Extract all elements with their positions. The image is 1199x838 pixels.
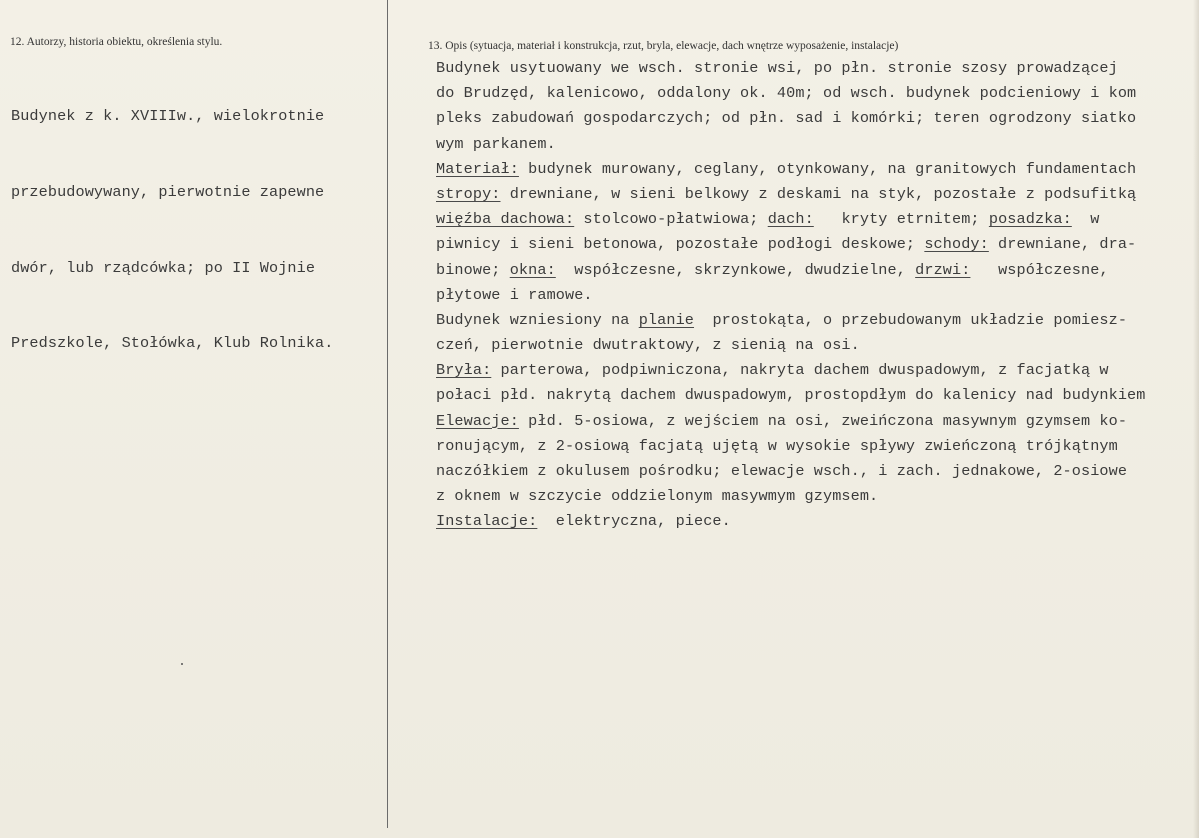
history-column xyxy=(0,0,387,838)
history-field-label: 12. Autorzy, historia obiektu, określenia stylu. xyxy=(10,36,223,48)
section-heading: Materiał: xyxy=(436,159,519,178)
description-line xyxy=(436,484,1145,509)
column-divider xyxy=(387,0,388,828)
history-line: przebudowywany, pierwotnie zapewne xyxy=(11,183,325,201)
description-line xyxy=(436,434,1145,459)
section-heading: posadzka: xyxy=(988,210,1072,229)
description-line xyxy=(436,207,1145,232)
description-line xyxy=(436,283,1145,308)
section-heading: okna: xyxy=(509,260,556,279)
section-heading: drzwi: xyxy=(915,260,971,279)
description-fragment: połaci płd. nakrytą dachem dwuspadowym, prostopdłym do kalenicy nad budynkiem xyxy=(436,386,1146,405)
description-fragment: Budynek usytuowany we wsch. stronie wsi, po płn. stronie szosy prowadzącej xyxy=(436,59,1118,77)
description-fragment: prostokąta, o przebudowanym układzie pomiesz- xyxy=(694,310,1128,329)
description-text xyxy=(436,56,1145,535)
description-line xyxy=(436,358,1145,383)
description-line xyxy=(436,182,1145,207)
description-line xyxy=(436,132,1145,157)
paper-speck xyxy=(181,663,183,665)
description-line xyxy=(436,232,1145,257)
section-heading: planie xyxy=(638,310,695,329)
section-heading: Elewacje: xyxy=(436,411,519,430)
history-text xyxy=(11,54,334,407)
description-line xyxy=(436,56,1145,81)
section-heading: dach: xyxy=(767,210,814,229)
description-fragment: współczesne, skrzynkowe, dwudzielne, xyxy=(555,260,916,279)
description-fragment: z oknem w szczycie oddzielonym masywmym gzymsem. xyxy=(436,487,879,506)
description-fragment: Budynek wzniesiony na xyxy=(436,310,639,329)
description-fragment: stolcowo-płatwiowa; xyxy=(574,210,768,229)
description-fragment: binowe; xyxy=(436,260,510,279)
description-fragment: ronującym, z 2-osiową facjatą ujętą w wysokie spływy zwieńczoną trójkątnym xyxy=(436,436,1118,455)
history-line: dwór, lub rządcówka; po II Wojnie xyxy=(11,258,316,277)
paper-edge-shadow xyxy=(1193,0,1199,838)
description-fragment: drewniane, w sieni belkowy z deskami na styk, pozostałe z podsufitką xyxy=(500,184,1137,203)
description-line xyxy=(436,308,1145,333)
description-fragment: do Brudzęd, kalenicowo, oddalony ok. 40m; od wsch. budynek podcieniowy i kom xyxy=(436,84,1137,103)
description-line xyxy=(436,258,1145,283)
description-line xyxy=(436,459,1145,484)
description-fragment: piwnicy i sieni betonowa, pozostałe podłogi deskowe; xyxy=(436,235,925,254)
description-fragment: współczesne, xyxy=(970,260,1109,279)
section-heading: Instalacje: xyxy=(436,512,538,531)
description-line xyxy=(436,409,1145,434)
description-fragment: płytowe i ramowe. xyxy=(436,285,593,304)
description-line xyxy=(436,383,1145,408)
description-fragment: elektryczna, piece. xyxy=(537,512,731,531)
section-heading: schody: xyxy=(924,235,989,254)
history-line: Predszkole, Stołówka, Klub Rolnika. xyxy=(11,334,334,353)
description-fragment: czeń, pierwotnie dwutraktowy, z sienią na osi. xyxy=(436,336,860,355)
section-heading: Bryła: xyxy=(436,361,492,380)
description-fragment: pleks zabudowań gospodarczych; od płn. sad i komórki; teren ogrodzony siatko xyxy=(436,109,1137,128)
section-heading: stropy: xyxy=(436,184,501,203)
description-fragment: budynek murowany, ceglany, otynkowany, na granitowych fundamentach xyxy=(518,159,1137,178)
description-fragment: kryty etrnitem; xyxy=(813,210,989,229)
description-fragment: w xyxy=(1071,210,1100,229)
description-line xyxy=(436,509,1145,534)
description-fragment: parterowa, podpiwniczona, nakryta dachem dwuspadowym, z facjatką w xyxy=(491,361,1109,380)
description-field-label: 13. Opis (sytuacja, materiał i konstrukcja, rzut, bryla, elewacje, dach wnętrze wyposażenie, instalacje) xyxy=(428,40,899,52)
description-fragment: drewniane, dra- xyxy=(988,235,1137,254)
description-fragment: płd. 5-osiowa, z wejściem na osi, zweińczona masywnym gzymsem ko- xyxy=(518,411,1128,430)
description-line xyxy=(436,81,1145,106)
section-heading: więźba dachowa: xyxy=(436,210,575,229)
description-fragment: naczółkiem z okulusem pośrodku; elewacje wsch., i zach. jednakowe, 2-osiowe xyxy=(436,462,1128,480)
history-line: Budynek z k. XVIIIw., wielokrotnie xyxy=(11,107,325,126)
description-line xyxy=(436,106,1145,131)
description-line xyxy=(436,333,1145,358)
description-fragment: wym parkanem. xyxy=(436,134,556,153)
description-line xyxy=(436,157,1145,182)
